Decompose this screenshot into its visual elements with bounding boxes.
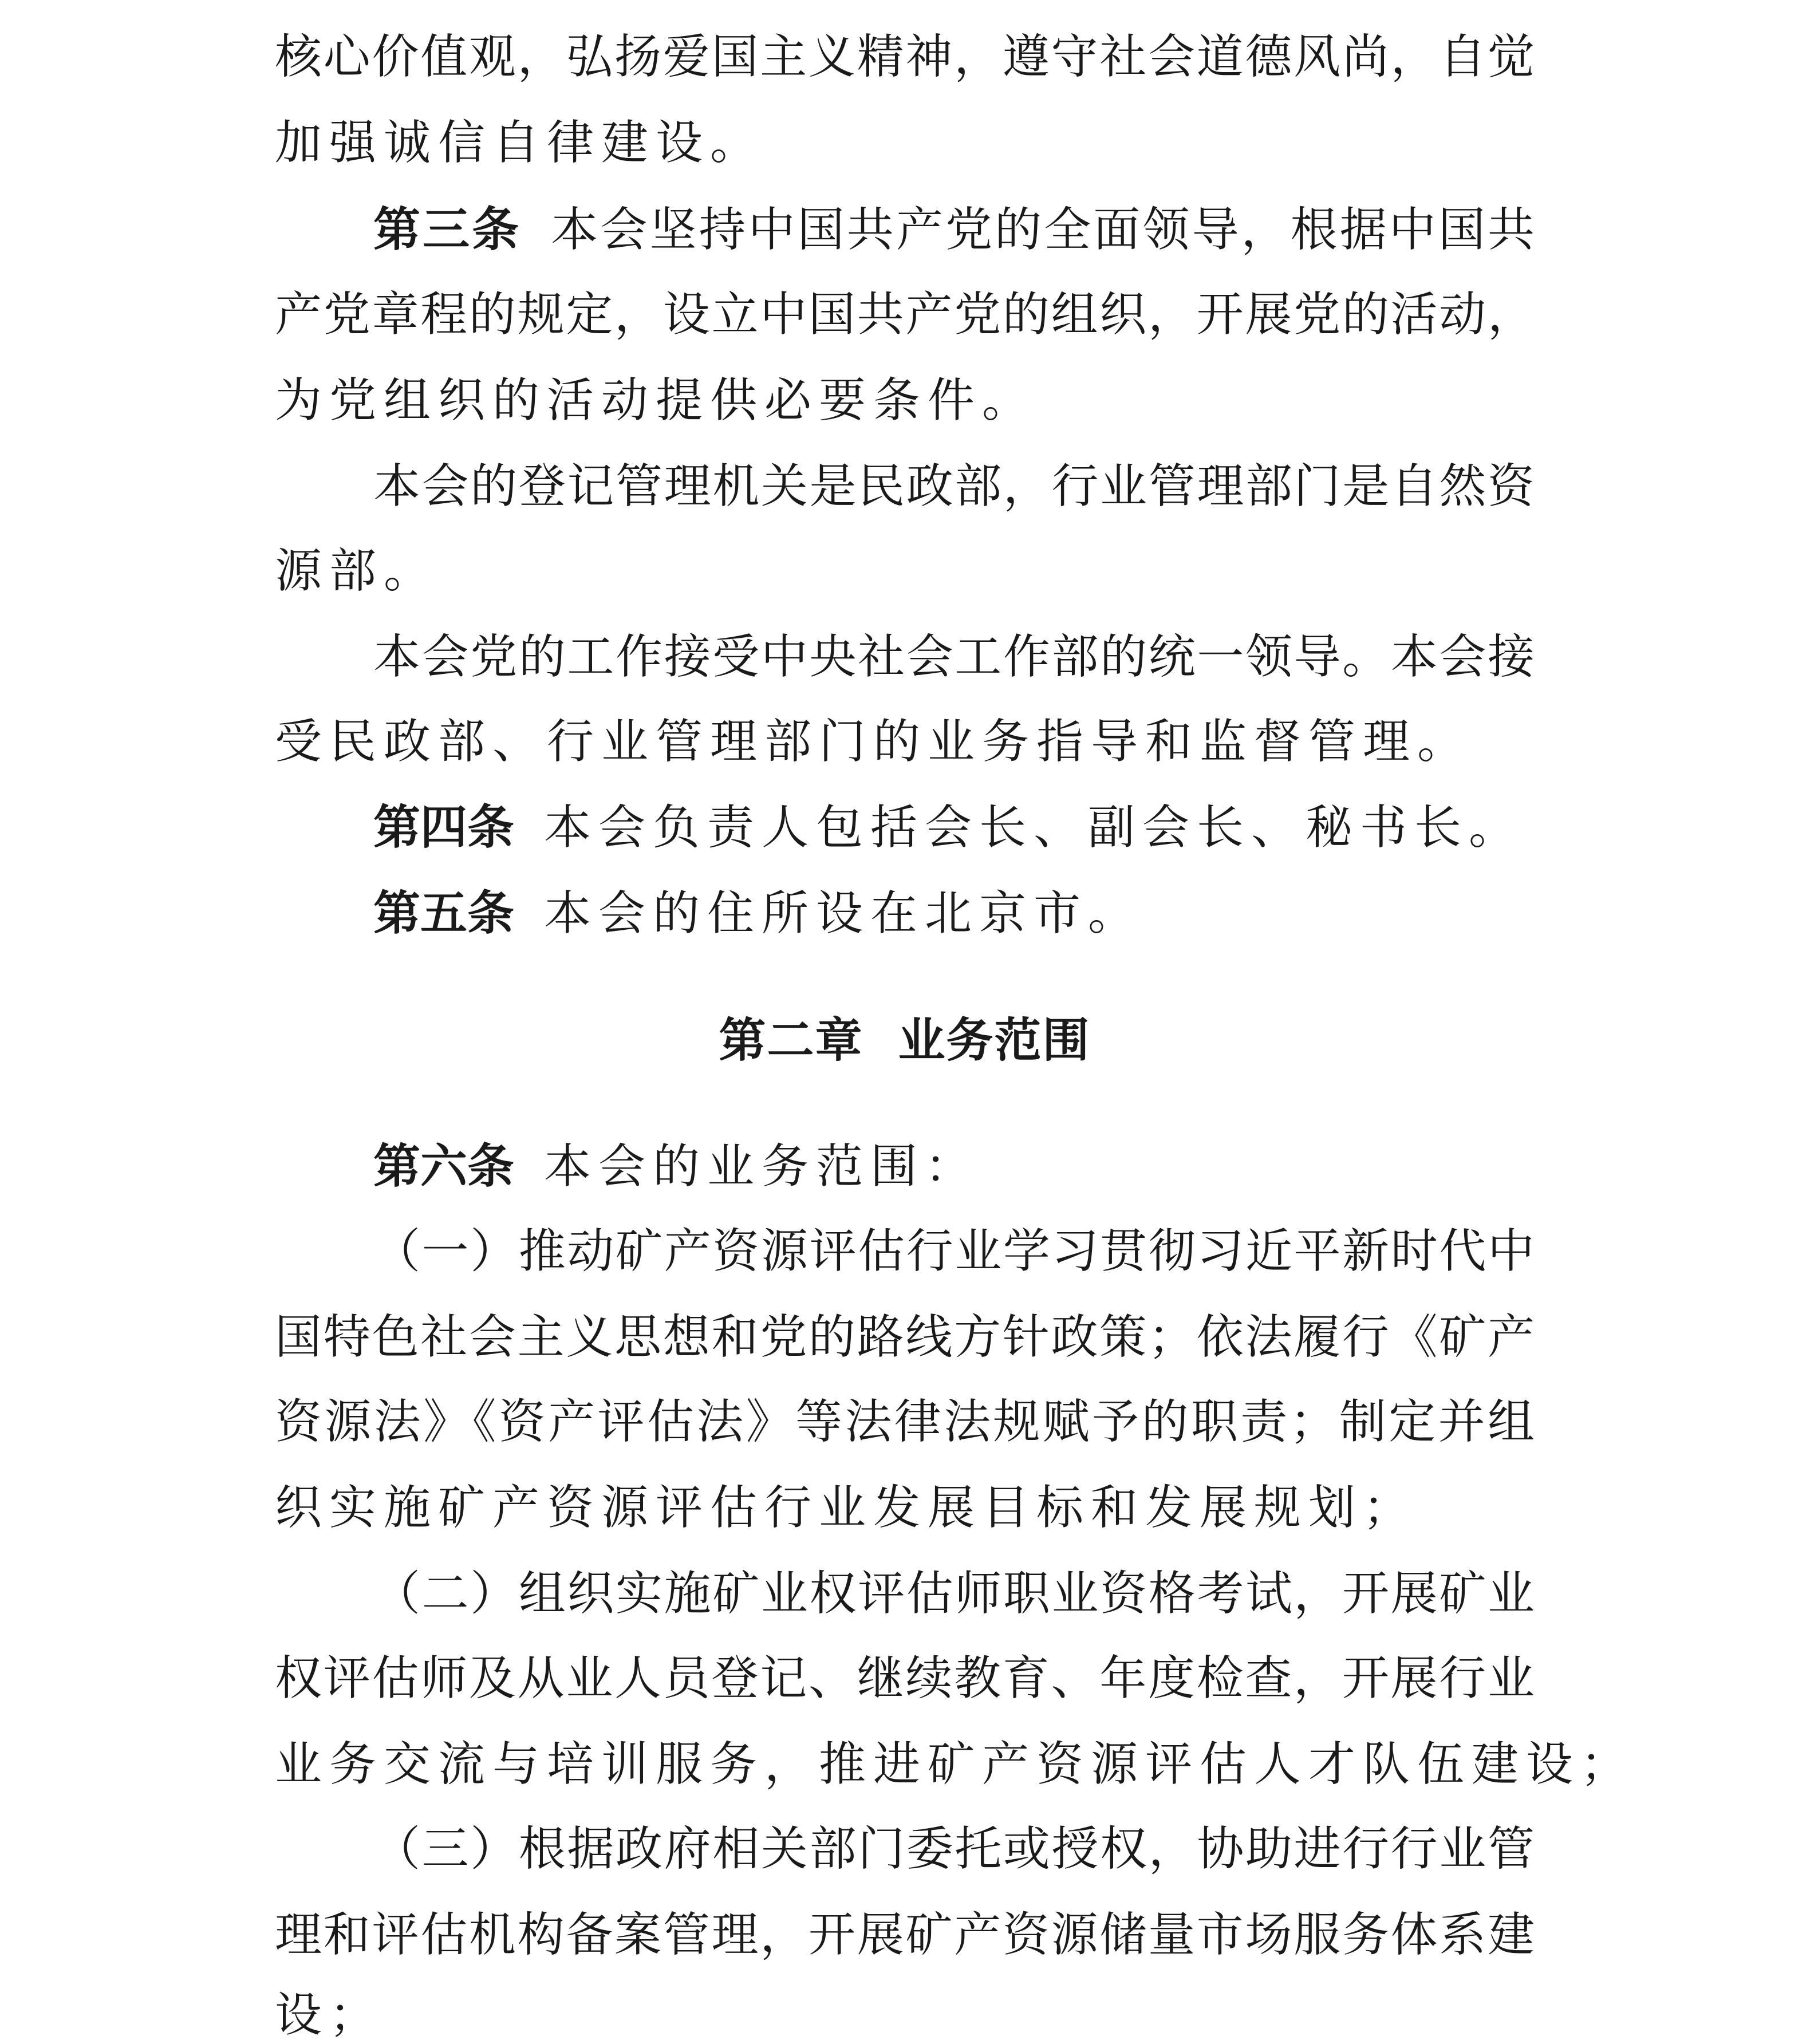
article-3-label: 第三条 <box>373 203 522 257</box>
chapter-heading: 第二章 业务范围 <box>719 1013 1091 1068</box>
paragraph-line: 为党组织的活动提供必要条件。 <box>275 373 1037 428</box>
paragraph-line: 加强诚信自律建设。 <box>275 116 765 170</box>
paragraph-line: 受民政部、行业管理部门的业务指导和监督管理。 <box>275 715 1472 769</box>
paragraph-line: 核心价值观，弘扬爱国主义精神，遵守社会道德风尚，自觉 <box>275 30 1535 84</box>
article-5-label: 第五条 <box>373 886 515 941</box>
list-item-line: 理和评估机构备案管理，开展矿产资源储量市场服务体系建 <box>275 1908 1535 1962</box>
list-item-line: 权评估师及从业人员登记、继续教育、年度检查，开展行业 <box>275 1651 1535 1706</box>
article-6-text: 本会的业务范围： <box>544 1139 980 1194</box>
list-item-line: （二）组织实施矿业权评估师职业资格考试，开展矿业 <box>373 1566 1535 1621</box>
paragraph-line: 本会党的工作接受中央社会工作部的统一领导。本会接 <box>373 630 1535 684</box>
list-item-line: 业务交流与培训服务，推进矿产资源评估人才队伍建设； <box>275 1737 1635 1792</box>
paragraph-line: 源部。 <box>275 544 439 598</box>
list-item-line: 资源法》《资产评估法》等法律法规赋予的职责；制定并组 <box>275 1395 1535 1449</box>
article-5-line <box>275 885 1535 942</box>
article-6-label: 第六条 <box>373 1139 515 1194</box>
list-item-line: （三）根据政府相关部门委托或授权，协助进行行业管 <box>373 1822 1535 1876</box>
list-item-line: 国特色社会主义思想和党的路线方针政策；依法履行《矿产 <box>275 1310 1535 1364</box>
article-5-text: 本会的住所设在北京市。 <box>544 886 1143 941</box>
article-4-line <box>275 799 1535 857</box>
list-item-line: 设； <box>275 1988 384 2042</box>
article-3-line <box>275 202 1535 259</box>
article-6-line <box>275 1138 1535 1195</box>
article-4-text: 本会负责人包括会长、副会长、秘书长。 <box>544 800 1524 855</box>
article-4-label: 第四条 <box>373 800 515 855</box>
article-3-text: 本会坚持中国共产党的全面领导，根据中国共 <box>551 203 1535 257</box>
list-item-line: （一）推动矿产资源评估行业学习贯彻习近平新时代中 <box>373 1224 1535 1279</box>
paragraph-line: 本会的登记管理机关是民政部，行业管理部门是自然资 <box>373 459 1535 514</box>
paragraph-line: 产党章程的规定，设立中国共产党的组织，开展党的活动， <box>275 287 1535 342</box>
list-item-line: 织实施矿产资源评估行业发展目标和发展规划； <box>275 1481 1418 1535</box>
